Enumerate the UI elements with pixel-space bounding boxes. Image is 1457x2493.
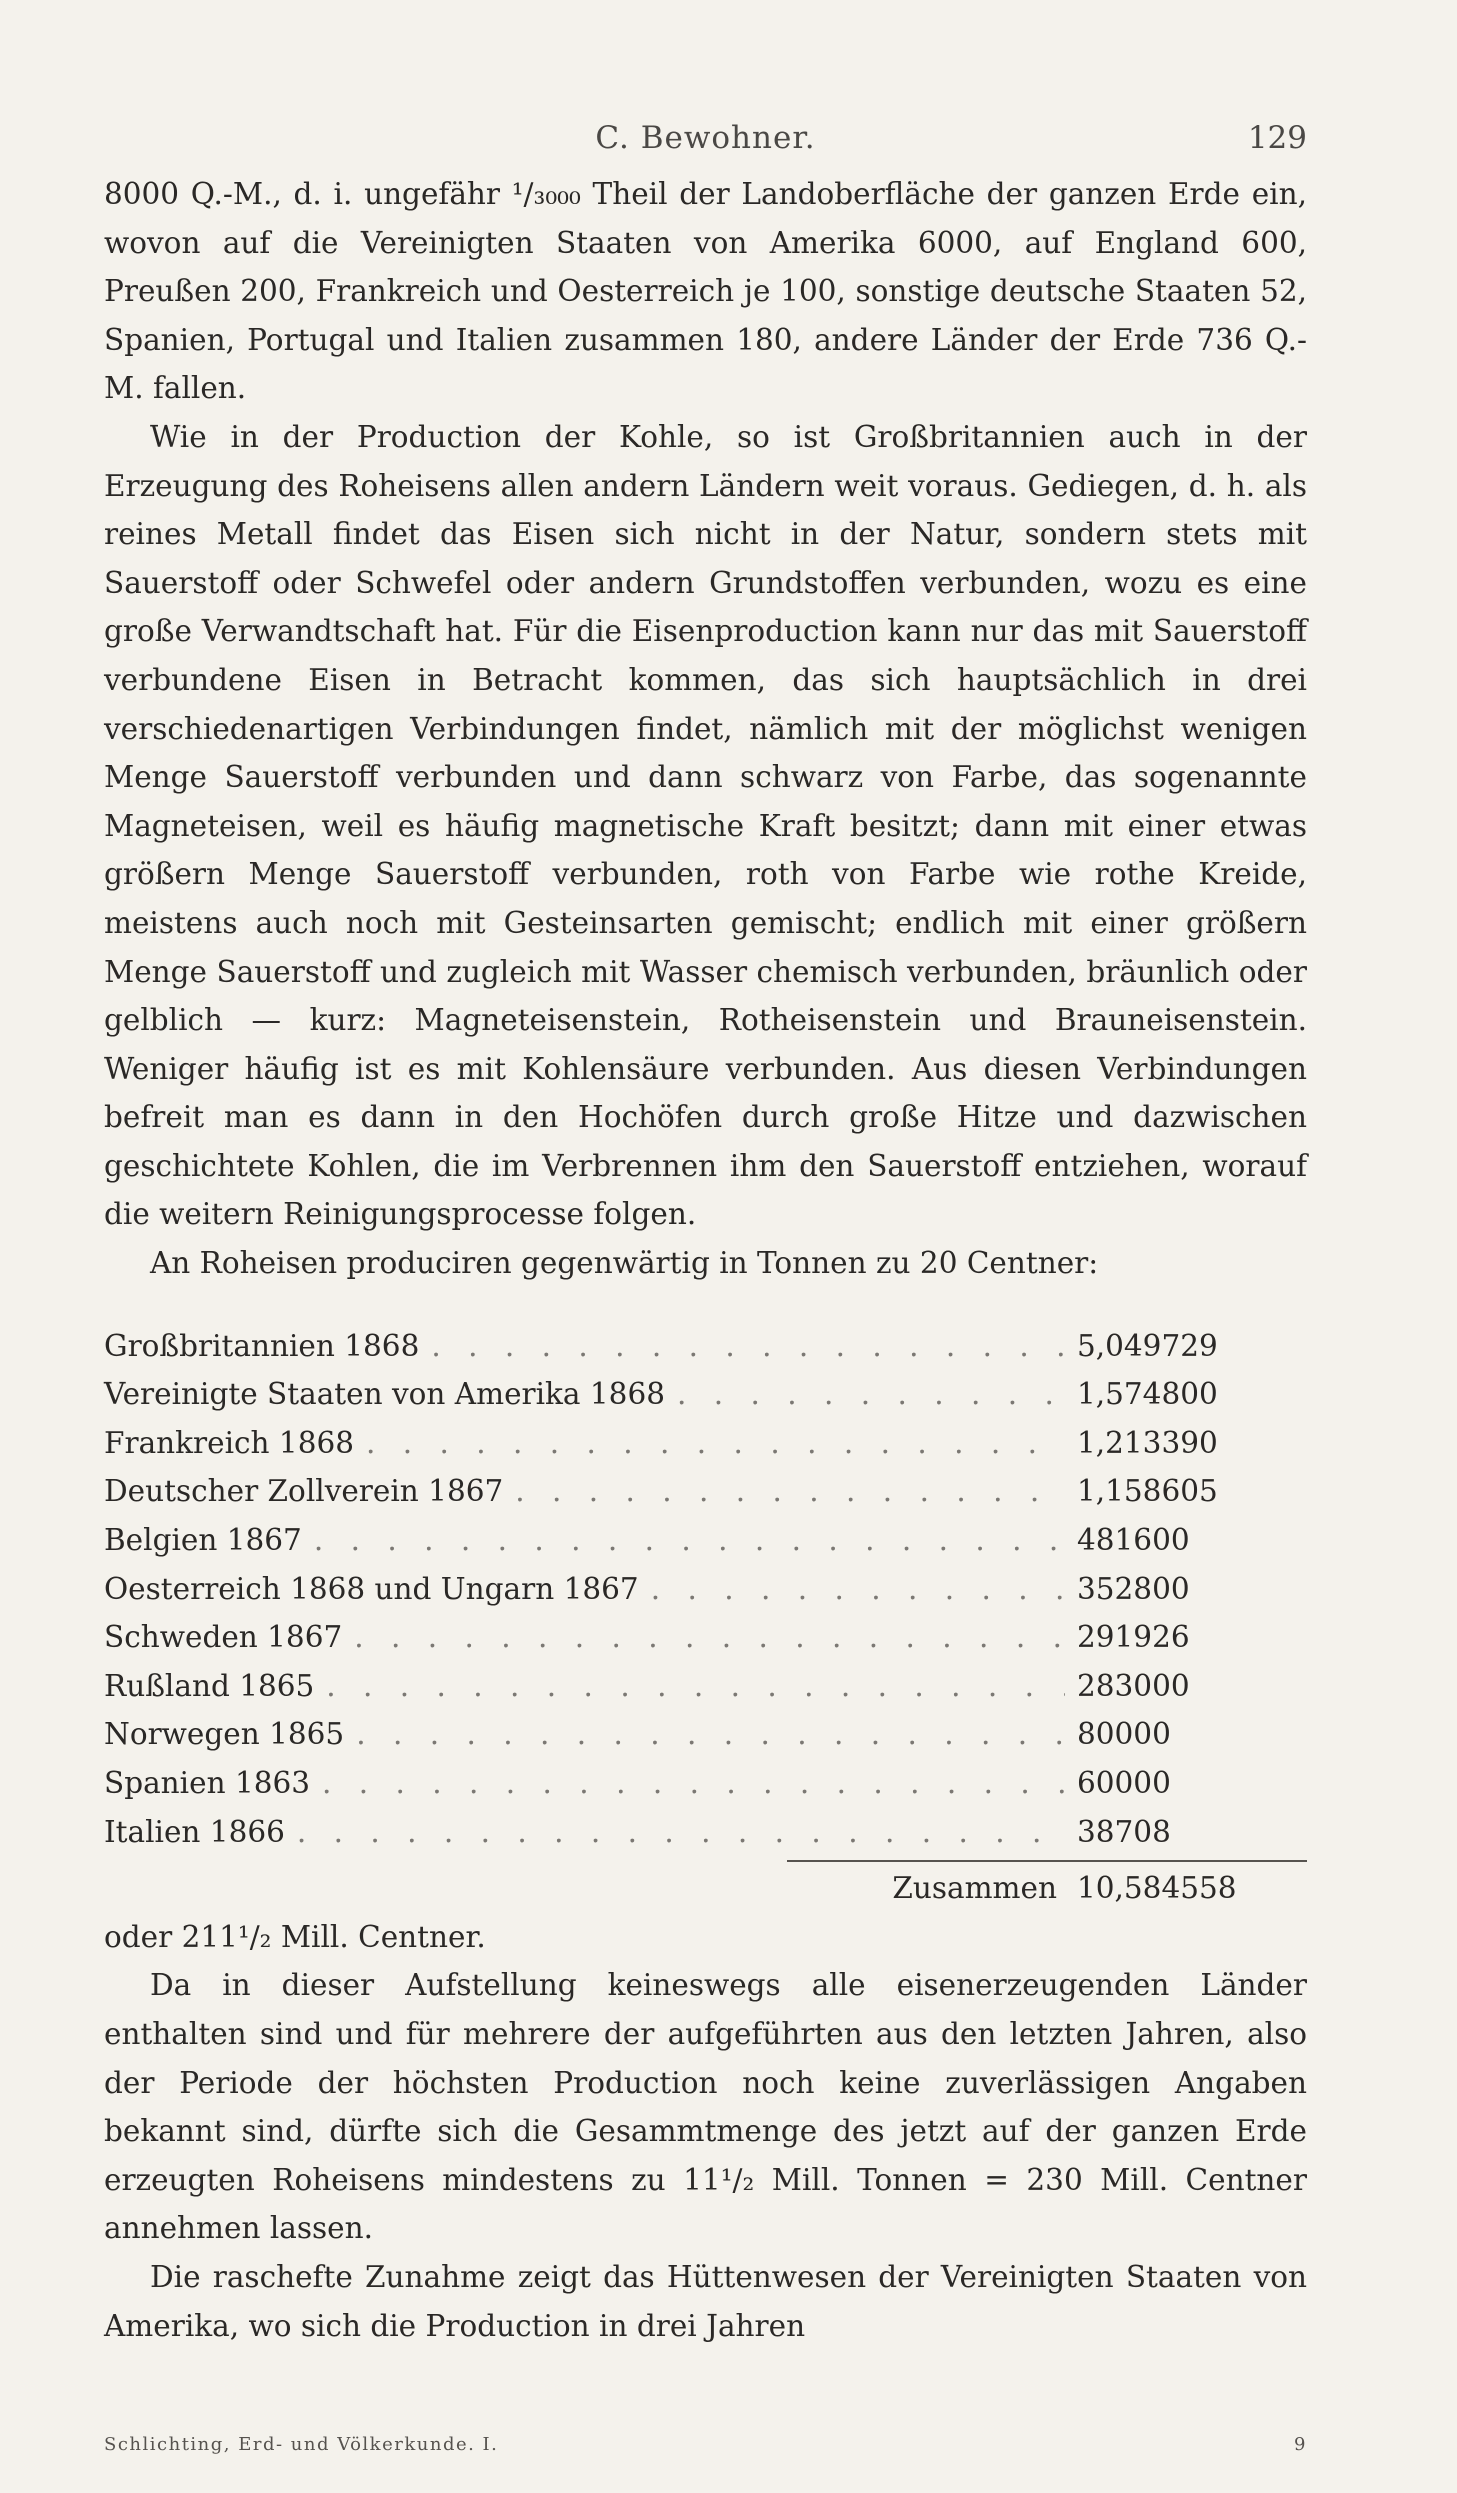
leader-dots: [297, 1808, 1065, 1857]
table-country: Oesterreich 1868 und Ungarn 1867: [104, 1571, 639, 1606]
table-amount: 38708: [1077, 1814, 1171, 1849]
table-amount: 352800: [1077, 1571, 1190, 1606]
table-country: Norwegen 1865: [104, 1717, 345, 1752]
leader-dots: [677, 1370, 1065, 1419]
table-amount: 1,213390: [1077, 1425, 1218, 1460]
leader-dots: [515, 1467, 1065, 1516]
table-row: [104, 1613, 1307, 1662]
table-amount: 1,158605: [1077, 1474, 1218, 1509]
table-country: Großbritannien 1868: [104, 1328, 420, 1363]
leader-dots: [356, 1710, 1065, 1759]
table-row: [104, 1322, 1307, 1371]
table-row: [104, 1516, 1307, 1565]
table-country: Vereinigte Staaten von Amerika 1868: [104, 1377, 665, 1412]
leader-dots: [431, 1322, 1065, 1371]
table-amount: 60000: [1077, 1766, 1171, 1800]
table-country: Rußland 1865: [104, 1668, 315, 1703]
running-title: C. Bewohner.: [595, 120, 816, 156]
table-amount: 80000: [1077, 1717, 1171, 1752]
signature-line: Schlichting, Erd- und Völkerkunde. I.: [104, 2434, 499, 2455]
paragraph-2: Wie in der Production der Kohle, so ist Großbritannien auch in der Erzeugung des Roheisens allen andern Ländern weit voraus. Gediegen, d. h. als reines Metall findet das Eisen sich nicht in der Natur, sondern stets mit Sauerstoff oder Schwefel oder andern Grundstoffen verbunden, wozu es eine große Verwandtschaft hat. Für die Eisenproduction kann nur das mit Sauerstoff verbundene Eisen in Betracht kommen, das sich hauptsächlich in drei verschiedenartigen Verbindungen findet, nämlich mit der möglichst wenigen Menge Sauerstoff verbunden und dann schwarz von Farbe, das sogenannte Magneteisen, weil es häufig magnetische Kraft besitzt; dann mit einer etwas größern Menge Sauerstoff verbunden, roth von Farbe wie rothe Kreide, meistens auch noch mit Gesteinsarten gemischt; endlich mit einer größern Menge Sauerstoff und zugleich mit Wasser chemisch verbunden, bräunlich oder gelblich — kurz: Magneteisenstein, Rotheisenstein und Brauneisenstein. Weniger häufig ist es mit Kohlensäure verbunden. Aus diesen Verbindungen befreit man es dann in den Hochöfen durch große Hitze und dazwischen geschichtete Kohlen, die im Verbrennen ihm den Sauerstoff entziehen, worauf die weitern Reinigungsprocesse folgen.: [104, 419, 1307, 1232]
table-country: Italien 1866: [104, 1814, 285, 1849]
table-row: [104, 1370, 1307, 1419]
table-amount: 291926: [1077, 1620, 1190, 1655]
total-value: 10,584558: [1077, 1871, 1237, 1906]
sum-rule: [787, 1860, 1307, 1862]
table-row: [104, 1565, 1307, 1614]
table-amount: 1,574800: [1077, 1377, 1218, 1412]
page-footer: [104, 2434, 1307, 2455]
table-row: [104, 1419, 1307, 1468]
paragraph-1: 8000 Q.-M., d. i. ungefähr ¹/₃₀₀₀ Theil der Landoberfläche der ganzen Erde ein, wovon auf die Vereinigten Staaten von Amerika 6000, auf England 600, Preußen 200, Frankreich und Oesterreich je 100, sonstige deutsche Staaten 52, Spanien, Portugal und Italien zusammen 180, andere Länder der Erde 736 Q.-M. fallen.: [104, 177, 1307, 406]
table-country: Schweden 1867: [104, 1620, 343, 1655]
table-row: [104, 1662, 1307, 1711]
total-label: Zusammen: [892, 1871, 1057, 1906]
table-country: Deutscher Zollverein 1867: [104, 1474, 504, 1509]
page-number: 129: [1247, 120, 1307, 156]
table-amount: 5,049729: [1077, 1328, 1218, 1363]
leader-dots: [326, 1662, 1065, 1711]
table-country: Spanien 1863: [104, 1766, 311, 1800]
pig-iron-production-table: [104, 1322, 1307, 1913]
signature-mark: 9: [1294, 2434, 1307, 2455]
table-row: [104, 1759, 1307, 1808]
table-row: [104, 1467, 1307, 1516]
table-country: Frankreich 1868: [104, 1425, 355, 1460]
leader-dots: [651, 1565, 1065, 1614]
leader-dots: [354, 1613, 1065, 1662]
table-amount: 481600: [1077, 1523, 1190, 1558]
body-text: [104, 170, 1307, 1288]
paragraph-5: Die raschefte Zunahme zeigt das Hüttenwesen der Vereinigten Staaten von Amerika, wo sich die Production in drei Jahren: [104, 2259, 1307, 2343]
table-total-row: [104, 1864, 1307, 1913]
closing-text: [104, 1913, 1307, 2350]
page-header: [104, 110, 1307, 170]
table-row: [104, 1808, 1307, 1857]
table-row: [104, 1710, 1307, 1759]
table-amount: 283000: [1077, 1668, 1190, 1703]
paragraph-3: An Roheisen produciren gegenwärtig in Tonnen zu 20 Centner:: [150, 1246, 1099, 1281]
leader-dots: [322, 1759, 1065, 1808]
paragraph-oder: oder 211¹/₂ Mill. Centner.: [104, 1919, 486, 1954]
leader-dots: [366, 1419, 1065, 1468]
paragraph-4: Da in dieser Aufstellung keineswegs alle eisenerzeugenden Länder enthalten sind und für mehrere der aufgeführten aus den letzten Jahren, also der Periode der höchsten Production noch keine zuverlässigen Angaben bekannt sind, dürfte sich die Gesammtmenge des jetzt auf der ganzen Erde erzeugten Roheisens mindestens zu 11¹/₂ Mill. Tonnen = 230 Mill. Centner annehmen lassen.: [104, 1968, 1307, 2246]
leader-dots: [314, 1516, 1065, 1565]
table-country: Belgien 1867: [104, 1523, 302, 1558]
